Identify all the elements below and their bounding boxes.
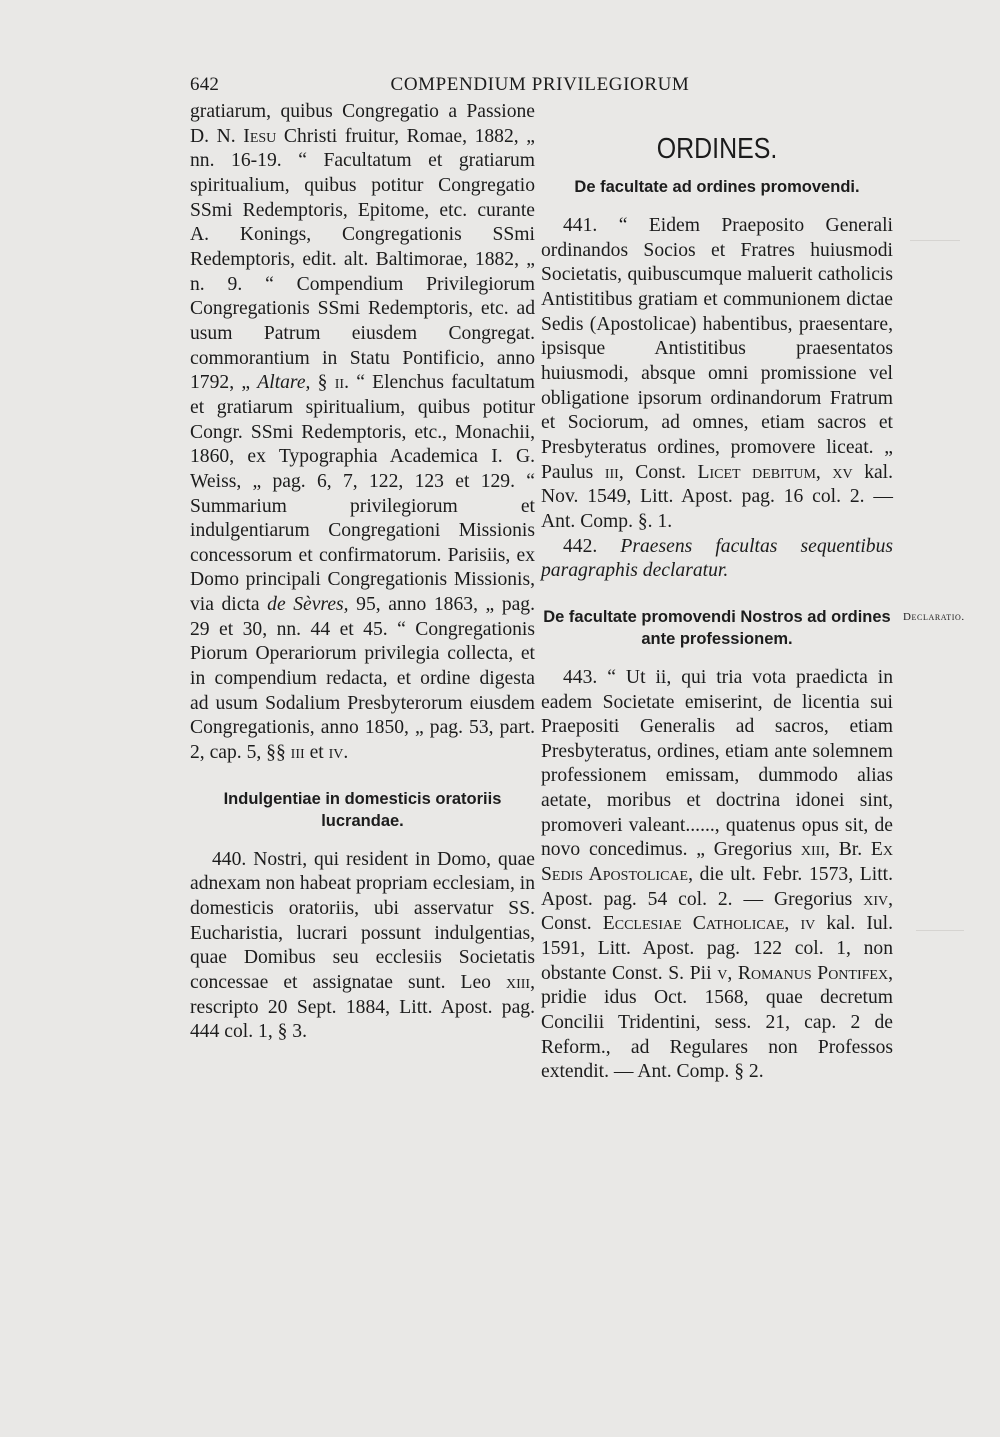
paragraph-440: 440. Nostri, qui resident in Domo, quae adnexam non habeat propriam ecclesiam, in domesticis oratoriis, ubi asservatur SS. Eucharistia, lucrari possunt indulgentias, quae Domibus seu ecclesiis Societatis concessae et assignatae sunt. Leo xiii, rescripto 20 Sept. 1884, Litt. Apost. pag. 444 col. 1, § 3.	[190, 848, 535, 1043]
heading-promovendi: De facultate promovendi Nostros ad ordines ante professionem.	[543, 607, 891, 648]
paragraph-443: 443. “ Ut ii, qui tria vota praedicta in eadem Societate emiserint, de licentia sui Praepositi Generalis ad sacros, etiam Presbyteratus, ordines, etiam ante solemnem professionem emissam, dummodo alias aetate, moribus et doctrina idonei sint, promoveri valeant......, quatenus opus sit, de novo concedimus. „ Gregorius xiii, Br. Ex Sedis Apostolicae, die ult. Febr. 1573, Litt. Apost. pag. 54 col. 2. — Gregorius xiv, Const. Ecclesiae Catholicae, iv kal. Iul. 1591, Litt. Apost. pag. 122 col. 1, non obstante Const. S. Pii v, Romanus Pontifex, pridie idus Oct. 1568, quae decretum Concilii Tridentini, sess. 21, cap. 2 de Reform., ad Regulares non Professos extendit. — Ant. Comp. § 2.	[541, 666, 894, 1083]
page-number: 642	[190, 74, 220, 95]
paragraph-441: 441. “ Eidem Praeposito Generali ordinandos Socios et Fratres huiusmodi Societatis, quibuscumque maluerit catholicis Antistitibus gratiam et communionem dictae Sedis (Apostolicae) habentibus, praesentare, ipsisque Antistitibus praesentatos huiusmodi, absque omni promissione vel obligatione ipsorum ordinandorum Fratrum et Sociorum, ad omnes, etiam sacros et Presbyteratus ordines, promovere liceat. „ Paulus iii, Const. Licet debitum, xv kal. Nov. 1549, Litt. Apost. pag. 16 col. 2. — Ant. Comp. §. 1.	[541, 215, 894, 532]
bleed-through-mark	[916, 930, 976, 971]
margin-note-declaratio: Declaratio.	[903, 611, 965, 623]
heading-facultate: De facultate ad ordines promovendi.	[574, 178, 860, 196]
section-title: ORDINES.	[656, 133, 778, 165]
running-title: COMPENDIUM PRIVILEGIORUM	[390, 74, 690, 95]
heading-indulgentiae: Indulgentiae in domesticis oratoriis lucrandae.	[223, 789, 502, 830]
left-column	[190, 100, 535, 1045]
right-column	[541, 100, 893, 1085]
paragraph-442: 442. Praesens facultas sequentibus paragraphis declaratur.	[541, 535, 894, 582]
bleed-through-mark	[910, 240, 980, 277]
bibliography-paragraph: gratiarum, quibus Congregatio a Passione D. N. Iesu Christi fruitur, Romae, 1882, „ nn. 16-19. “ Facultatum et gratiarum spiritualium, quibus potitur Congregatio SSmi Redemptoris, Epitome, etc. curante A. Konings, Congregationis SSmi Redemptoris, edit. alt. Baltimorae, 1882, „ n. 9. “ Compendium Privilegiorum Congregationis SSmi Redemptoris, etc. ad usum Patrum eiusdem Congregat. commorantium in Statu Pontificio, anno 1792, „ Altare, § ii. “ Elenchus facultatum et gratiarum spiritualium, quibus potitur Congr. SSmi Redemptoris, etc., Monachii, 1860, ex Typographia Academica I. G. Weiss, „ pag. 6, 7, 122, 123 et 129. “ Summarium privilegiorum et indulgentiarum Congregationi Missionis concessorum et confirmatorum. Parisiis, ex Domo principali Congregationis Missionis, via dicta de Sèvres, 95, anno 1863, „ pag. 29 et 30, nn. 44 et 45. “ Congregationis Piorum Operariorum privilegia collecta, et in compendium redacta, et ordine digesta ad usum Sodalium Presbyterorum eiusdem Congregationis, anno 1850, „ pag. 53, part. 2, cap. 5, §§ iii et iv.	[190, 101, 536, 764]
